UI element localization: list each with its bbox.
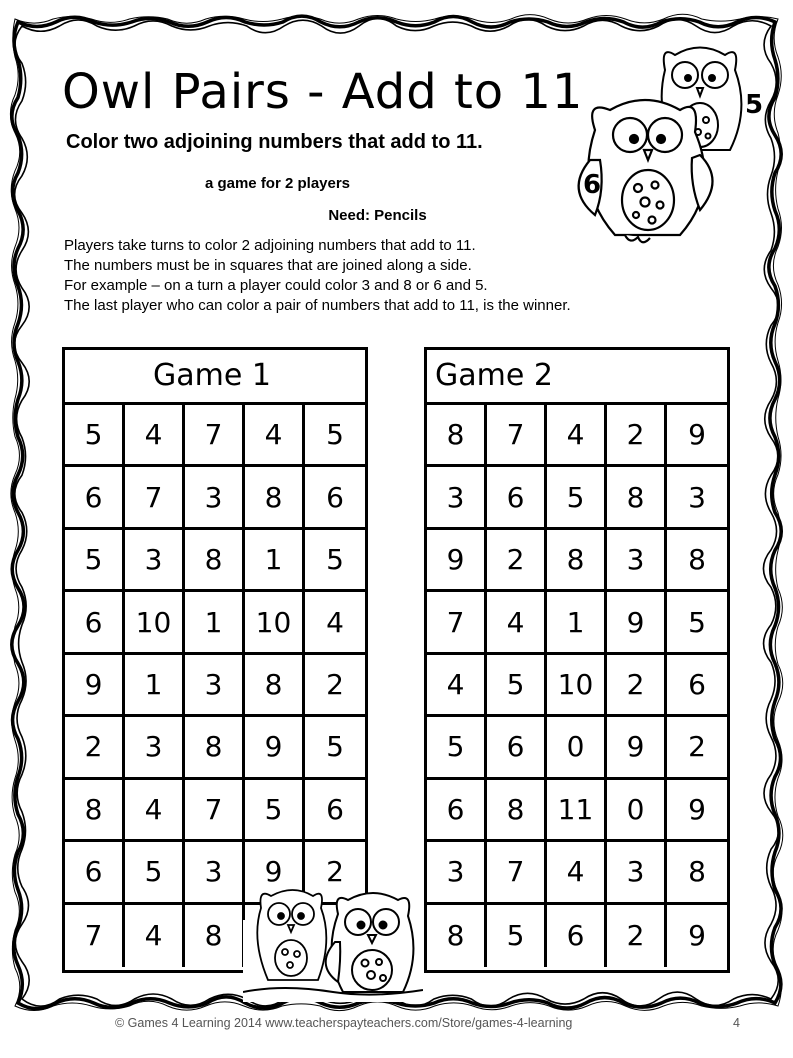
grid-cell: 8 <box>185 905 245 967</box>
grid-cell: 5 <box>487 905 547 967</box>
game-label: Game 2 <box>427 350 727 405</box>
rule-line: For example – on a turn a player could color 3 and 8 or 6 and 5. <box>64 277 488 294</box>
grid-cell: 5 <box>427 717 487 779</box>
grid-cell: 1 <box>245 530 305 592</box>
grid-cell: 0 <box>547 717 607 779</box>
grid-cell: 8 <box>667 842 727 904</box>
game-label: Game 1 <box>65 350 365 405</box>
rule-line: The numbers must be in squares that are joined along a side. <box>64 257 472 274</box>
grid-cell: 11 <box>547 780 607 842</box>
number-grid <box>427 405 727 967</box>
grid-cell: 1 <box>125 655 185 717</box>
grid-cell: 4 <box>547 405 607 467</box>
owls-illustration-top <box>560 40 785 255</box>
game-board-2 <box>424 347 730 973</box>
grid-cell: 8 <box>427 905 487 967</box>
grid-cell: 6 <box>487 717 547 779</box>
grid-cell: 9 <box>688 919 706 953</box>
grid-cell: 3 <box>125 530 185 592</box>
grid-cell: 4 <box>487 592 547 654</box>
grid-cell: 2 <box>65 717 125 779</box>
grid-cell: 4 <box>427 655 487 717</box>
grid-cell: 3 <box>185 467 245 529</box>
rule-line: The last player who can color a pair of numbers that add to 11, is the winner. <box>64 297 571 314</box>
grid-cell: 7 <box>125 467 185 529</box>
grid-cell: 4 <box>125 905 185 967</box>
instruction-heading: Color two adjoining numbers that add to 11. <box>66 131 483 153</box>
grid-cell: 2 <box>607 405 667 467</box>
grid-cell: 3 <box>427 467 487 529</box>
grid-cell: 8 <box>607 467 667 529</box>
grid-cell: 2 <box>607 905 667 967</box>
grid-cell: 5 <box>65 530 125 592</box>
copyright-footer: © Games 4 Learning 2014 www.teacherspayteachers.com/Store/games-4-learning <box>115 1016 573 1030</box>
grid-cell: 8 <box>547 530 607 592</box>
grid-cell: 4 <box>305 592 365 654</box>
grid-cell: 9 <box>427 530 487 592</box>
grid-cell: 2 <box>607 655 667 717</box>
grid-cell: 3 <box>125 717 185 779</box>
grid-cell: 5 <box>667 592 727 654</box>
rules-text <box>64 236 571 316</box>
grid-cell: 6 <box>547 905 607 967</box>
grid-cell: 3 <box>667 467 727 529</box>
grid-cell: 4 <box>125 405 185 467</box>
grid-cell: 7 <box>185 780 245 842</box>
grid-cell: 5 <box>487 655 547 717</box>
grid-cell: 9 <box>667 780 727 842</box>
grid-cell: 6 <box>65 592 125 654</box>
grid-cell: 3 <box>185 655 245 717</box>
grid-cell: 6 <box>305 467 365 529</box>
grid-cell: 9 <box>245 717 305 779</box>
grid-cell: 10 <box>547 655 607 717</box>
grid-cell: 3 <box>185 842 245 904</box>
grid-cell: 9 <box>65 655 125 717</box>
grid-cell: 7 <box>487 842 547 904</box>
grid-cell: 8 <box>667 530 727 592</box>
grid-cell: 6 <box>427 780 487 842</box>
grid-cell: 3 <box>607 530 667 592</box>
grid-cell: 8 <box>185 717 245 779</box>
grid-cell: 7 <box>427 592 487 654</box>
grid-cell: 8 <box>427 405 487 467</box>
grid-cell: 10 <box>125 592 185 654</box>
materials-note: Need: Pencils <box>328 207 427 224</box>
grid-cell: 7 <box>65 905 125 967</box>
grid-cell: 5 <box>305 405 365 467</box>
grid-cell: 6 <box>65 842 125 904</box>
grid-cell: 6 <box>65 467 125 529</box>
grid-cell: 6 <box>305 780 365 842</box>
grid-cell: 4 <box>125 780 185 842</box>
grid-cell: 8 <box>487 780 547 842</box>
grid-cell: 2 <box>487 530 547 592</box>
grid-cell: 8 <box>185 530 245 592</box>
grid-cell: 7 <box>487 405 547 467</box>
players-note: a game for 2 players <box>204 175 351 192</box>
grid-cell: 2 <box>667 717 727 779</box>
grid-cell: 10 <box>245 592 305 654</box>
grid-cell: 9 <box>245 842 305 904</box>
owl-number-left: 6 <box>583 170 602 200</box>
grid-cell: 5 <box>65 405 125 467</box>
owls-illustration-bottom <box>243 880 423 1002</box>
grid-cell: 8 <box>245 467 305 529</box>
grid-cell: 6 <box>667 655 727 717</box>
grid-cell: 5 <box>305 717 365 779</box>
grid-cell: 2 <box>305 842 365 904</box>
grid-cell: 9 <box>667 405 727 467</box>
grid-cell: 5 <box>125 842 185 904</box>
page-title: Owl Pairs - Add to 11 <box>62 64 584 120</box>
grid-cell: 4 <box>245 405 305 467</box>
grid-cell: 5 <box>245 780 305 842</box>
grid-cell: 8 <box>245 655 305 717</box>
grid-cell: 1 <box>185 592 245 654</box>
page-number: 4 <box>733 1016 740 1030</box>
grid-cell: 0 <box>607 780 667 842</box>
grid-cell: 6 <box>487 467 547 529</box>
grid-cell: 9 <box>607 592 667 654</box>
grid-cell: 7 <box>185 405 245 467</box>
grid-cell: 8 <box>65 780 125 842</box>
grid-cell: 9 <box>607 717 667 779</box>
grid-cell: 5 <box>305 530 365 592</box>
grid-cell: 1 <box>547 592 607 654</box>
grid-cell: 5 <box>547 467 607 529</box>
grid-cell: 4 <box>547 842 607 904</box>
grid-cell: 3 <box>427 842 487 904</box>
owl-number-right: 5 <box>745 90 764 120</box>
grid-cell: 2 <box>305 655 365 717</box>
rule-line: Players take turns to color 2 adjoining numbers that add to 11. <box>64 237 476 254</box>
grid-cell: 3 <box>607 842 667 904</box>
